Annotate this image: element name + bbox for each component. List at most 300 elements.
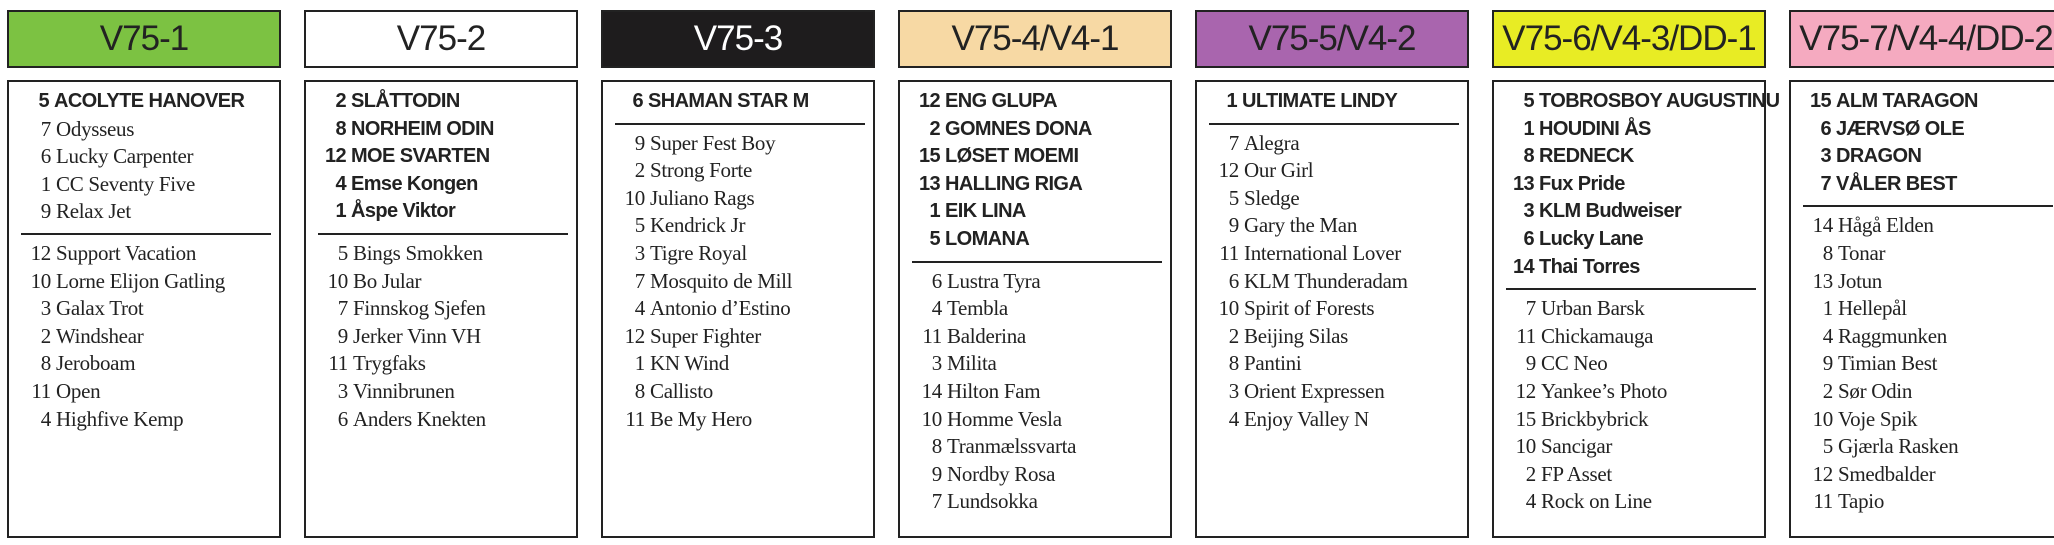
horse-number: 8 [931, 434, 942, 459]
horse-name: Odysseus [56, 116, 135, 141]
outsider-row [1803, 488, 2053, 516]
horse-number: 9 [1525, 351, 1536, 376]
outsider-row [318, 323, 568, 351]
horse-name: Highfive Kemp [56, 406, 184, 431]
horse-name: Tigre Royal [650, 240, 747, 265]
horse-number: 10 [1515, 434, 1536, 459]
horse-list-box [1492, 80, 1780, 538]
horse-name: Finnskog Sjefen [353, 296, 486, 321]
horse-name: Alegra [1244, 130, 1300, 155]
section-divider [1209, 123, 1459, 125]
horse-name: Tranmælssvarta [947, 434, 1077, 459]
outsider-row [1209, 406, 1459, 434]
horse-name: Emse Kongen [351, 172, 478, 195]
horse-number: 6 [1523, 227, 1534, 250]
outsider-row [1506, 378, 1756, 406]
horse-number: 1 [1523, 117, 1534, 140]
horse-name: NORHEIM ODIN [351, 117, 494, 140]
horse-name: TOBROSBOY AUGUSTINU [1539, 90, 1780, 112]
outsider-row [1209, 130, 1459, 158]
horse-name: Sledge [1244, 185, 1300, 210]
top-pick-row [318, 198, 568, 226]
horse-name: DRAGON [1836, 145, 1922, 168]
top-pick-row [912, 143, 1162, 171]
horse-number: 2 [1525, 461, 1536, 486]
outsider-row [1803, 323, 2053, 351]
horse-name: Urban Barsk [1541, 296, 1645, 321]
horse-number: 7 [1525, 296, 1536, 321]
horse-number: 1 [634, 351, 645, 376]
race-title: V75-1 [7, 10, 281, 68]
horse-number: 3 [1820, 145, 1831, 168]
horse-number: 13 [1812, 268, 1833, 293]
horse-number: 12 [30, 240, 51, 265]
horse-name: Jerker Vinn VH [353, 323, 481, 348]
outsider-row [318, 240, 568, 268]
outsider-row [1506, 406, 1756, 434]
horse-number: 9 [634, 130, 645, 155]
horse-number: 9 [1228, 213, 1239, 238]
horse-number: 5 [38, 90, 49, 112]
horse-name: Vinnibrunen [353, 378, 455, 403]
outsider-row [1209, 157, 1459, 185]
outsider-row [615, 185, 865, 213]
outsider-row [21, 198, 271, 226]
horse-number: 3 [1228, 378, 1239, 403]
top-pick-row [1803, 88, 2053, 116]
horse-number: 9 [931, 461, 942, 486]
outsider-row [1506, 350, 1756, 378]
horse-number: 13 [918, 172, 940, 195]
horse-number: 1 [1822, 296, 1833, 321]
horse-name: GOMNES DONA [945, 117, 1092, 140]
outsider-row [1803, 240, 2053, 268]
horse-number: 6 [337, 406, 348, 431]
horse-number: 14 [1812, 213, 1833, 238]
top-pick-row [912, 88, 1162, 116]
horse-number: 5 [337, 240, 348, 265]
top-pick-row [912, 171, 1162, 199]
horse-number: 10 [921, 406, 942, 431]
horse-number: 8 [1523, 145, 1534, 168]
horse-number: 1 [335, 200, 346, 223]
horse-name: Tonar [1838, 240, 1886, 265]
horse-number: 6 [1820, 117, 1831, 140]
horse-number: 1 [1226, 90, 1237, 112]
horse-number: 10 [327, 268, 348, 293]
outsider-row [1803, 295, 2053, 323]
horse-name: FP Asset [1541, 461, 1612, 486]
section-divider [1803, 205, 2053, 207]
section-divider [318, 233, 568, 235]
horse-name: Chickamauga [1541, 323, 1654, 348]
top-pick-row [1803, 143, 2053, 171]
outsider-row [1803, 461, 2053, 489]
horse-list [912, 88, 1162, 516]
horse-name: Brickbybrick [1541, 406, 1649, 431]
horse-number: 6 [931, 268, 942, 293]
horse-name: Fux Pride [1539, 172, 1625, 195]
horse-number: 2 [40, 323, 51, 348]
outsider-row [1209, 350, 1459, 378]
horse-number: 12 [1812, 461, 1833, 486]
horse-name: Voje Spik [1838, 406, 1918, 431]
horse-number: 10 [624, 185, 645, 210]
horse-number: 3 [40, 296, 51, 321]
section-divider [615, 123, 865, 125]
outsider-row [318, 406, 568, 434]
horse-list [318, 88, 568, 433]
horse-number: 2 [929, 117, 940, 140]
race-title: V75-3 [601, 10, 875, 68]
horse-name: Trygfaks [353, 351, 426, 376]
horse-name: Rock on Line [1541, 489, 1652, 514]
outsider-row [1209, 378, 1459, 406]
outsider-row [615, 212, 865, 240]
horse-name: Jotun [1838, 268, 1883, 293]
horse-number: 14 [1512, 255, 1534, 278]
outsider-row [1803, 406, 2053, 434]
horse-number: 8 [1228, 351, 1239, 376]
horse-name: Homme Vesla [947, 406, 1062, 431]
outsider-row [318, 378, 568, 406]
horse-number: 4 [1228, 406, 1239, 431]
horse-number: 7 [931, 489, 942, 514]
horse-number: 7 [40, 116, 51, 141]
outsider-row [21, 406, 271, 434]
horse-name: KN Wind [650, 351, 729, 376]
horse-number: 2 [634, 158, 645, 183]
horse-number: 11 [328, 351, 348, 376]
horse-name: Galax Trot [56, 296, 144, 321]
horse-name: Raggmunken [1838, 323, 1947, 348]
horse-number: 6 [1228, 268, 1239, 293]
top-pick-row [912, 226, 1162, 254]
top-pick-row [1506, 198, 1756, 226]
horse-number: 5 [929, 227, 940, 250]
horse-number: 11 [1219, 240, 1239, 265]
horse-number: 9 [40, 199, 51, 224]
outsider-row [21, 143, 271, 171]
horse-name: REDNECK [1539, 145, 1634, 168]
horse-name: Bo Jular [353, 268, 422, 293]
outsider-row [21, 350, 271, 378]
horse-number: 14 [921, 378, 942, 403]
horse-number: 12 [324, 145, 346, 168]
race-title: V75-4/V4-1 [898, 10, 1172, 68]
horse-list-box [1195, 80, 1469, 538]
horse-number: 8 [335, 117, 346, 140]
outsider-row [1803, 433, 2053, 461]
horse-name: Relax Jet [56, 199, 131, 224]
outsider-row [615, 350, 865, 378]
horse-number: 3 [1523, 200, 1534, 223]
horse-name: Callisto [650, 378, 713, 403]
horse-number: 4 [931, 296, 942, 321]
horse-name: Support Vacation [56, 240, 197, 265]
outsider-row [21, 116, 271, 144]
horse-number: 9 [1822, 351, 1833, 376]
horse-number: 11 [922, 323, 942, 348]
section-divider [1506, 288, 1756, 290]
race-title: V75-5/V4-2 [1195, 10, 1469, 68]
horse-number: 9 [337, 323, 348, 348]
horse-list [615, 88, 865, 433]
top-pick-row [318, 143, 568, 171]
horse-number: 10 [30, 268, 51, 293]
horse-name: Hellepål [1838, 296, 1907, 321]
outsider-row [1209, 240, 1459, 268]
horse-number: 7 [1228, 130, 1239, 155]
top-pick-row [912, 116, 1162, 144]
horse-name: Enjoy Valley N [1244, 406, 1369, 431]
horse-name: Antonio d’Estino [650, 296, 791, 321]
horse-name: Open [56, 378, 101, 403]
horse-name: Hågå Elden [1838, 213, 1934, 238]
horse-number: 11 [1516, 323, 1536, 348]
horse-list [1506, 88, 1780, 516]
horse-name: Timian Best [1838, 351, 1938, 376]
outsider-row [615, 406, 865, 434]
horse-name: Beijing Silas [1244, 323, 1349, 348]
top-pick-row [1506, 143, 1756, 171]
outsider-row [912, 323, 1162, 351]
horse-name: Tembla [947, 296, 1008, 321]
outsider-row [1803, 378, 2053, 406]
horse-number: 10 [1218, 296, 1239, 321]
horse-name: JÆRVSØ OLE [1836, 117, 1965, 140]
horse-name: EIK LINA [945, 200, 1026, 223]
horse-list-box [7, 80, 281, 538]
horse-name: Åspe Viktor [351, 200, 456, 223]
outsider-row [1506, 461, 1756, 489]
outsider-row [21, 295, 271, 323]
outsider-row [1803, 268, 2053, 296]
horse-name: Sør Odin [1838, 378, 1913, 403]
horse-number: 7 [1820, 172, 1831, 195]
horse-list [1209, 88, 1459, 433]
outsider-row [912, 406, 1162, 434]
section-divider [21, 233, 271, 235]
top-pick-row [1506, 116, 1756, 144]
top-pick-row [1209, 88, 1459, 116]
top-pick-row [21, 88, 271, 116]
horse-name: Mosquito de Mill [650, 268, 793, 293]
horse-number: 3 [337, 378, 348, 403]
horse-number: 2 [1822, 378, 1833, 403]
outsider-row [1209, 295, 1459, 323]
outsider-row [615, 268, 865, 296]
horse-name: Pantini [1244, 351, 1302, 376]
horse-number: 15 [1515, 406, 1536, 431]
horse-name: Thai Torres [1539, 255, 1640, 278]
horse-name: International Lover [1244, 240, 1401, 265]
outsider-row [615, 378, 865, 406]
horse-number: 5 [1228, 185, 1239, 210]
outsider-row [615, 295, 865, 323]
horse-name: Anders Knekten [353, 406, 486, 431]
horse-name: Gjærla Rasken [1838, 434, 1959, 459]
horse-number: 5 [1523, 90, 1534, 112]
outsider-row [21, 323, 271, 351]
outsider-row [912, 461, 1162, 489]
top-pick-row [1506, 88, 1780, 116]
horse-number: 13 [1512, 172, 1534, 195]
horse-number: 1 [929, 200, 940, 223]
horse-number: 2 [335, 90, 346, 112]
horse-number: 1 [40, 171, 51, 196]
horse-list-box [898, 80, 1172, 538]
horse-name: Juliano Rags [650, 185, 755, 210]
horse-name: Balderina [947, 323, 1026, 348]
horse-name: Orient Expressen [1244, 378, 1385, 403]
horse-name: Spirit of Forests [1244, 296, 1375, 321]
outsider-row [1506, 323, 1756, 351]
horse-number: 10 [1812, 406, 1833, 431]
horse-name: LØSET MOEMI [945, 145, 1079, 168]
section-divider [912, 261, 1162, 263]
horse-name: Bings Smokken [353, 240, 483, 265]
outsider-row [1209, 323, 1459, 351]
horse-name: Windshear [56, 323, 144, 348]
horse-number: 15 [918, 145, 940, 168]
top-pick-row [318, 88, 568, 116]
outsider-row [1506, 295, 1756, 323]
horse-number: 4 [1525, 489, 1536, 514]
race-title: V75-6/V4-3/DD-1 [1492, 10, 1766, 68]
horse-number: 8 [40, 351, 51, 376]
outsider-row [21, 171, 271, 199]
horse-list [1803, 88, 2053, 516]
outsider-row [615, 157, 865, 185]
outsider-row [615, 240, 865, 268]
horse-name: CC Seventy Five [56, 171, 196, 196]
horse-name: Yankee’s Photo [1541, 378, 1668, 403]
horse-name: Lucky Carpenter [56, 144, 194, 169]
top-pick-row [1506, 226, 1756, 254]
horse-name: Lucky Lane [1539, 227, 1644, 250]
top-pick-row [1803, 171, 2053, 199]
top-pick-row [912, 198, 1162, 226]
horse-name: Super Fest Boy [650, 130, 776, 155]
horse-name: Jeroboam [56, 351, 136, 376]
horse-name: Kendrick Jr [650, 213, 746, 238]
horse-number: 6 [632, 90, 643, 112]
horse-list [21, 88, 271, 433]
outsider-row [1803, 350, 2053, 378]
outsider-row [21, 240, 271, 268]
outsider-row [912, 268, 1162, 296]
horse-name: SLÅTTODIN [351, 90, 460, 112]
horse-number: 4 [634, 296, 645, 321]
outsider-row [318, 350, 568, 378]
horse-number: 11 [31, 378, 51, 403]
horse-number: 15 [1809, 90, 1831, 112]
race-title: V75-2 [304, 10, 578, 68]
outsider-row [1209, 212, 1459, 240]
horse-name: Tapio [1838, 489, 1885, 514]
horse-number: 4 [1822, 323, 1833, 348]
outsider-row [912, 378, 1162, 406]
horse-name: SHAMAN STAR M [648, 90, 809, 112]
outsider-row [1209, 185, 1459, 213]
horse-name: KLM Budweiser [1539, 200, 1682, 223]
outsider-row [318, 295, 568, 323]
horse-list-box [304, 80, 578, 538]
horse-number: 4 [335, 172, 346, 195]
horse-name: Nordby Rosa [947, 461, 1056, 486]
horse-number: 12 [1515, 378, 1536, 403]
top-pick-row [318, 171, 568, 199]
top-pick-row [318, 116, 568, 144]
outsider-row [1803, 212, 2053, 240]
outsider-row [912, 488, 1162, 516]
horse-number: 5 [1822, 434, 1833, 459]
horse-number: 4 [40, 406, 51, 431]
top-pick-row [615, 88, 865, 116]
horse-name: MOE SVARTEN [351, 145, 490, 168]
horse-name: LOMANA [945, 227, 1030, 250]
horse-name: CC Neo [1541, 351, 1608, 376]
outsider-row [318, 268, 568, 296]
top-pick-row [1803, 116, 2053, 144]
horse-name: Strong Forte [650, 158, 752, 183]
horse-number: 8 [1822, 240, 1833, 265]
horse-number: 3 [931, 351, 942, 376]
horse-name: HOUDINI ÅS [1539, 117, 1651, 140]
horse-name: Gary the Man [1244, 213, 1358, 238]
horse-name: Lorne Elijon Gatling [56, 268, 225, 293]
race-title: V75-7/V4-4/DD-2 [1789, 10, 2054, 68]
horse-name: Sancigar [1541, 434, 1613, 459]
outsider-row [912, 350, 1162, 378]
horse-name: HALLING RIGA [945, 172, 1083, 195]
horse-name: Smedbalder [1838, 461, 1936, 486]
outsider-row [21, 268, 271, 296]
horse-list-box [1789, 80, 2054, 538]
horse-name: Hilton Fam [947, 378, 1041, 403]
horse-name: ACOLYTE HANOVER [54, 90, 245, 112]
horse-name: Super Fighter [650, 323, 762, 348]
horse-number: 2 [1228, 323, 1239, 348]
outsider-row [615, 130, 865, 158]
horse-number: 12 [918, 90, 940, 112]
horse-number: 12 [624, 323, 645, 348]
horse-name: Lustra Tyra [947, 268, 1041, 293]
horse-name: ALM TARAGON [1836, 90, 1978, 112]
top-pick-row [1506, 254, 1756, 282]
top-pick-row [1506, 171, 1756, 199]
horse-number: 11 [1813, 489, 1833, 514]
horse-name: KLM Thunderadam [1244, 268, 1408, 293]
outsider-row [912, 433, 1162, 461]
horse-number: 6 [40, 144, 51, 169]
horse-number: 8 [634, 378, 645, 403]
horse-name: Lundsokka [947, 489, 1038, 514]
outsider-row [912, 295, 1162, 323]
outsider-row [1506, 488, 1756, 516]
horse-number: 7 [634, 268, 645, 293]
horse-name: Our Girl [1244, 158, 1314, 183]
horse-number: 3 [634, 240, 645, 265]
outsider-row [1506, 433, 1756, 461]
horse-name: Milita [947, 351, 997, 376]
horse-name: ENG GLUPA [945, 90, 1058, 112]
horse-number: 11 [625, 406, 645, 431]
horse-number: 5 [634, 213, 645, 238]
outsider-row [1209, 268, 1459, 296]
horse-number: 12 [1218, 158, 1239, 183]
